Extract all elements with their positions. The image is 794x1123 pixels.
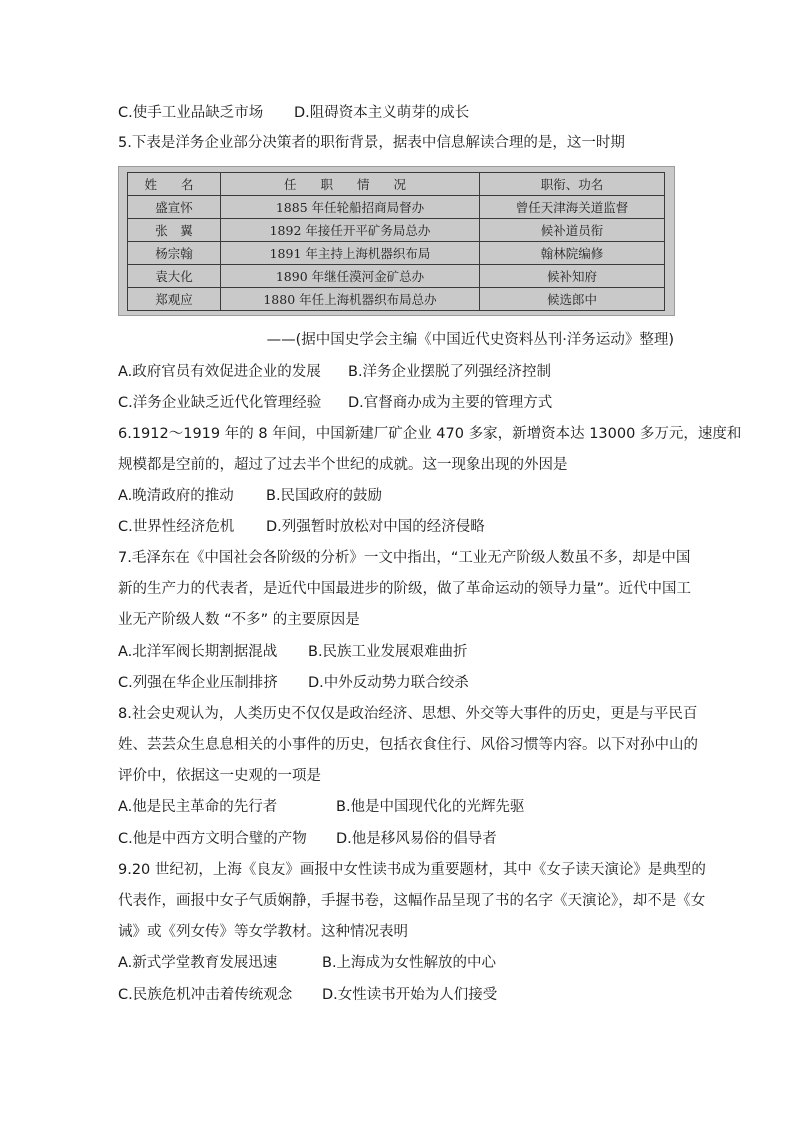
q9-stem-line: 9.20 世纪初，上海《良友》画报中女性读书成为重要题材，其中《女子读天演论》是典型的 <box>118 862 706 878</box>
q9-option-d: D.女性读书开始为人们接受 <box>322 987 498 1003</box>
table-cell: 郑观应 <box>128 288 221 311</box>
table-header-row <box>128 173 665 196</box>
table-cell: 候补知府 <box>480 265 665 288</box>
q7-stem-line: 新的生产力的代表者，是近代中国最进步的阶级，做了革命运动的领导力量”。近代中国工 <box>118 581 692 597</box>
q7-option-b: B.民族工业发展艰难曲折 <box>308 644 468 660</box>
table-cell: 袁大化 <box>128 265 221 288</box>
q7-option-a: A.北洋军阀长期割据混战 <box>118 644 278 660</box>
q5-table-photo <box>118 166 675 316</box>
q4-option-d: D.阻碍资本主义萌芽的成长 <box>294 105 470 121</box>
q9-stem-line: 诫》或《列女传》等女学教材。这种情况表明 <box>118 924 408 940</box>
q8-option-a: A.他是民主革命的先行者 <box>118 799 278 815</box>
q7-options-cd <box>118 673 469 693</box>
q5-option-c: C.洋务企业缺乏近代化管理经验 <box>118 395 322 411</box>
q5-option-d: D.官督商办成为主要的管理方式 <box>348 395 553 411</box>
q5-option-a: A.政府官员有效促进企业的发展 <box>118 364 321 380</box>
table-cell: 候补道员衔 <box>480 219 665 242</box>
table-row <box>128 196 665 219</box>
q6-option-b: B.民国政府的鼓励 <box>266 488 383 504</box>
table-cell: 1890 年继任漠河金矿总办 <box>221 265 480 288</box>
q5-options-ab <box>118 362 551 382</box>
q8-options-cd <box>118 829 497 849</box>
q9-option-a: A.新式学堂教育发展迅速 <box>118 955 278 971</box>
q6-option-c: C.世界性经济危机 <box>118 519 235 535</box>
q6-option-d: D.列强暂时放松对中国的经济侵略 <box>266 519 485 535</box>
q7-stem-line: 业无产阶级人数 “不多” 的主要原因是 <box>118 612 360 628</box>
q9-option-c: C.民族危机冲击着传统观念 <box>118 987 293 1003</box>
table-cell: 候选郎中 <box>480 288 665 311</box>
table-row <box>128 265 665 288</box>
q7-options-ab <box>118 642 468 662</box>
q8-stem-line: 8.社会史观认为，人类历史不仅仅是政治经济、思想、外交等大事件的历史，更是与平民百 <box>118 706 698 722</box>
q8-option-c: C.他是中西方文明合璧的产物 <box>118 831 307 847</box>
table-header: 职衔、功名 <box>480 173 665 196</box>
table-header: 姓 名 <box>128 173 221 196</box>
table-row <box>128 288 665 311</box>
q6-option-a: A.晚清政府的推动 <box>118 488 234 504</box>
table-cell: 1885 年任轮船招商局督办 <box>221 196 480 219</box>
table-cell: 1892 年接任开平矿务局总办 <box>221 219 480 242</box>
q6-stem-line: 6.1912～1919 年的 8 年间，中国新建厂矿企业 470 多家，新增资本达 13000 多万元，速度和 <box>118 426 742 442</box>
q9-option-b: B.上海成为女性解放的中心 <box>322 955 497 971</box>
q7-option-d: D.中外反动势力联合绞杀 <box>308 675 469 691</box>
q7-stem-line: 7.毛泽东在《中国社会各阶级的分析》一文中指出，“工业无产阶级人数虽不多，却是中国 <box>118 550 691 566</box>
table-cell: 1891 年主持上海机器织布局 <box>221 242 480 265</box>
q6-stem-line: 规模都是空前的，超过了过去半个世纪的成就。这一现象出现的外因是 <box>118 457 568 473</box>
table-row <box>128 219 665 242</box>
table-cell: 曾任天津海关道监督 <box>480 196 665 219</box>
q6-options-cd <box>118 517 485 537</box>
q8-options-ab <box>118 797 525 817</box>
table-row <box>128 242 665 265</box>
table-cell: 翰林院编修 <box>480 242 665 265</box>
q5-table <box>127 172 665 311</box>
table-cell: 张 翼 <box>128 219 221 242</box>
q9-options-ab <box>118 953 496 973</box>
q8-option-d: D.他是移风易俗的倡导者 <box>336 831 497 847</box>
table-cell: 杨宗翰 <box>128 242 221 265</box>
table-cell: 盛宣怀 <box>128 196 221 219</box>
q4-options-cd <box>118 103 469 123</box>
q6-options-ab <box>118 486 382 506</box>
table-cell: 1880 年任上海机器织布局总办 <box>221 288 480 311</box>
q5-options-cd <box>118 393 552 413</box>
q9-options-cd <box>118 985 497 1005</box>
q9-stem-line: 代表作，画报中女子气质娴静，手握书卷，这幅作品呈现了书的名字《天演论》，却不是《女 <box>118 893 706 909</box>
q4-option-c: C.使手工业品缺乏市场 <box>118 105 264 121</box>
q8-option-b: B.他是中国现代化的光辉先驱 <box>336 799 525 815</box>
q7-option-c: C.列强在华企业压制排挤 <box>118 675 278 691</box>
q8-stem-line: 评价中，依据这一史观的一项是 <box>118 768 321 784</box>
q5-source-note: ——(据中国史学会主编《中国近代史资料丛刊·洋务运动》整理) <box>266 332 674 348</box>
q5-stem: 5.下表是洋务企业部分决策者的职衔背景，据表中信息解读合理的是，这一时期 <box>118 135 625 151</box>
q8-stem-line: 姓、芸芸众生息息相关的小事件的历史，包括衣食住行、风俗习惯等内容。以下对孙中山的 <box>118 737 698 753</box>
q5-option-b: B.洋务企业摆脱了列强经济控制 <box>348 364 552 380</box>
table-header: 任 职 情 况 <box>221 173 480 196</box>
